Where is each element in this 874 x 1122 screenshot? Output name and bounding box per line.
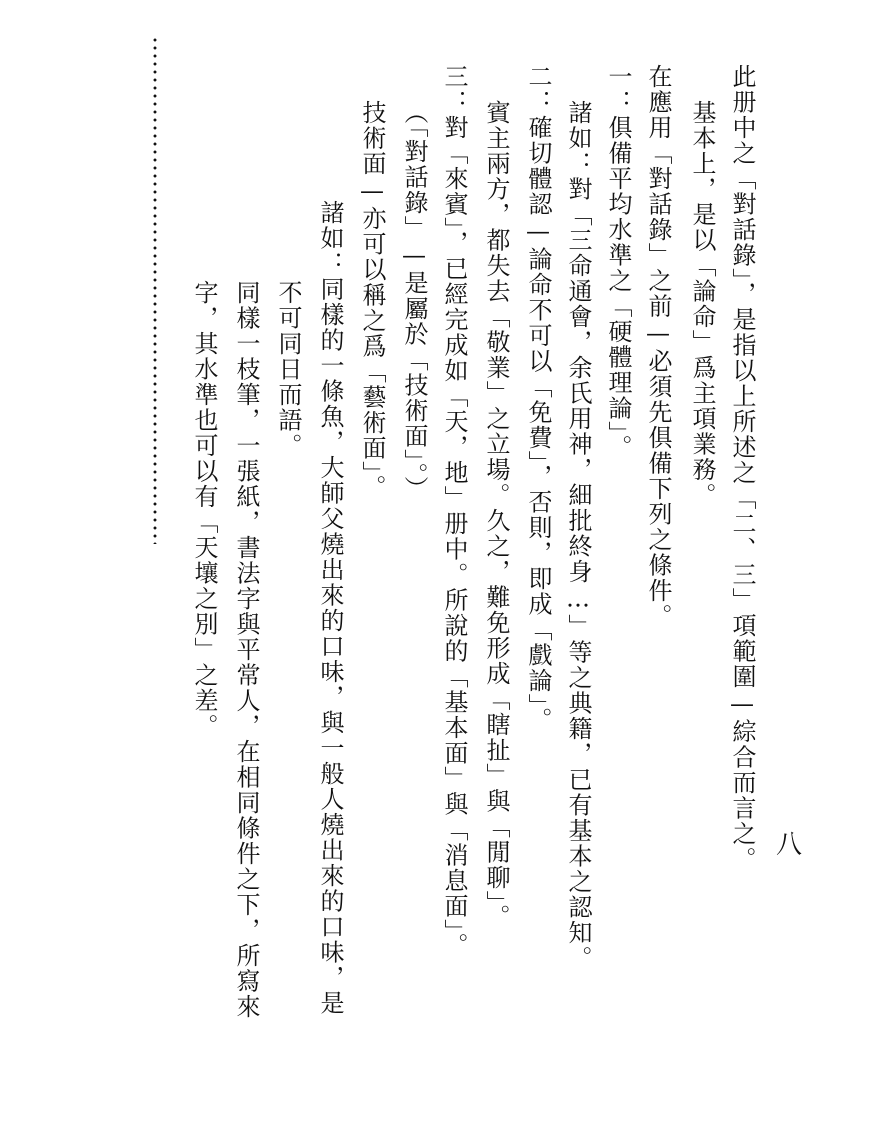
text-line-14: 字，其水準也可以有「天壤之別」之差。 — [190, 280, 218, 739]
page-number: 八 — [776, 830, 803, 860]
text-line-4: 一：俱備平均水準之「硬體理論」。 — [604, 64, 632, 460]
text-line-6: 二：確切體認—論命不可以「免費」，否則，即成「戲論」。 — [524, 64, 552, 733]
text-line-1: 此册中之「對話錄」，是指以上所述之「二、三」項範圍—綜合而言之。 — [728, 64, 756, 872]
text-line-9: （「對話錄」—是屬於「技術面」。） — [400, 100, 428, 502]
text-line-2: 基本上，是以「論命」爲主項業務。 — [688, 100, 716, 508]
text-line-13: 同樣一枝筆，一張紙，書法字與平常人，在相同條件之下，所寫來 — [232, 280, 260, 1020]
text-line-5: 諸如：對「三命通會，余氏用神，細批終身…」等之典籍，已有基本之認知。 — [564, 100, 592, 971]
text-line-8: 三：對「來賓」，已經完成如「天，地」册中。所說的「基本面」與「消息面」。 — [440, 64, 468, 958]
dotted-rule — [152, 36, 158, 544]
text-line-3: 在應用「對話錄」之前—必須先俱備下列之條件。 — [644, 64, 672, 629]
text-line-10: 技術面—亦可以稱之爲「藝術面」。 — [358, 100, 386, 500]
text-line-11: 諸如：同樣的一條魚，大師父燒出來的口味，與一般人燒出來的口味，是 — [316, 200, 344, 1016]
text-line-7: 賓主兩方，都失去「敬業」之立場。久之，難免形成「瞎扯」與「閒聊」。 — [482, 100, 510, 930]
text-line-12: 不可同日而語。 — [274, 280, 302, 459]
